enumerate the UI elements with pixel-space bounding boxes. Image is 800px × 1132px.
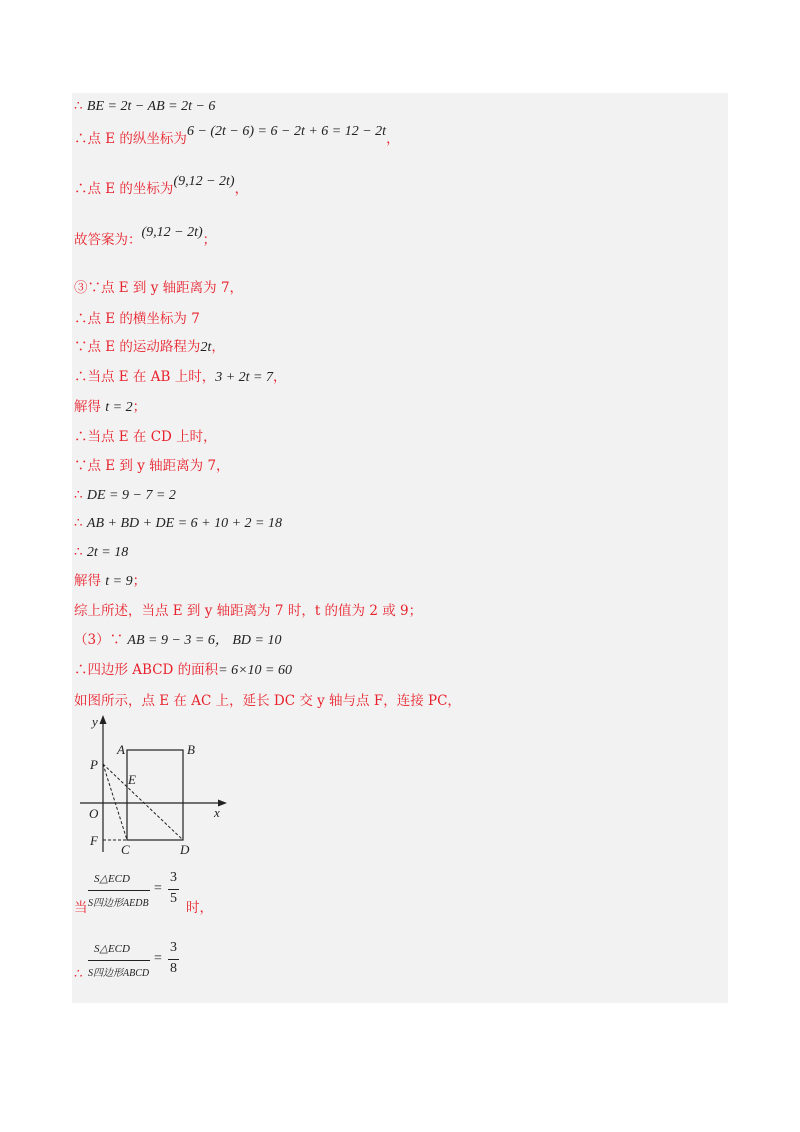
solution-line (74, 602, 422, 621)
line-text: ∴当点 E 在 CD 上时， (74, 429, 217, 445)
line-text: 解得 (74, 573, 106, 589)
line-math: 3 + 2t = 7 (215, 370, 273, 385)
line-text: ∴四边形 ABCD 的面积 (74, 662, 219, 678)
formula-1-ratio-bar (168, 889, 179, 890)
solution-line (74, 225, 217, 250)
formula-2-prefix: ∴ (74, 966, 83, 982)
line-math: 6 − (2t − 6) = 6 − 2t + 6 = 12 − 2t (186, 124, 387, 139)
line-math: = 6×10 = 60 (218, 663, 292, 678)
line-math: BE = 2t − AB = 2t − 6 (86, 99, 216, 114)
segment-pd (103, 764, 183, 840)
label-d: D (180, 842, 190, 857)
line-punct: ， (386, 131, 400, 147)
solution-line (74, 486, 176, 505)
formula-ratio-2 (74, 938, 274, 988)
line-text: （3）∵ (74, 632, 128, 648)
formula-1-ratio-num: 3 (170, 870, 177, 885)
line-math: (9,12 − 2t) (141, 225, 203, 240)
label-b: B (187, 742, 195, 757)
label-c: C (121, 842, 130, 857)
line-punct: ， (211, 339, 225, 355)
solution-line (74, 692, 461, 711)
label-f: F (90, 833, 98, 848)
solution-line (74, 631, 281, 650)
line-text: ∴点 E 的坐标为 (74, 181, 174, 197)
line-math: AB = 9 − 3 = 6， BD = 10 (127, 633, 282, 648)
formula-1-numerator: S△ECD (94, 873, 130, 885)
label-x: x (214, 805, 220, 820)
solution-line (74, 310, 200, 329)
line-text: ∴当点 E 在 AB 上时， (74, 369, 216, 385)
line-text: ∴点 E 的纵坐标为 (74, 131, 187, 147)
formula-2-denominator: S四边形ABCD (88, 968, 150, 979)
line-text: ③∵点 E 到 y 轴距离为 7， (74, 280, 244, 296)
label-y: y (92, 714, 98, 729)
formula-ratio-1 (74, 868, 274, 918)
formula-2-ratio-num: 3 (170, 940, 177, 955)
formula-1-suffix: 时， (186, 900, 213, 916)
line-math: DE = 9 − 7 = 2 (86, 488, 176, 503)
label-p: P (90, 757, 98, 772)
formula-2-numerator: S△ECD (94, 943, 130, 955)
line-math: AB + BD + DE = 6 + 10 + 2 = 18 (86, 516, 283, 531)
formula-1-bar (88, 890, 150, 891)
line-text: 如图所示，点 E 在 AC 上，延长 DC 交 y 轴与点 F，连接 PC， (74, 693, 461, 709)
formula-1-prefix: 当 (74, 900, 88, 916)
line-punct: ； (202, 232, 217, 248)
solution-line (74, 338, 225, 357)
solution-line (74, 124, 400, 149)
formula-2-bar (88, 960, 150, 961)
rectangle-abcd (127, 750, 183, 840)
geometry-figure (72, 712, 242, 857)
formula-1-equals: = (154, 881, 162, 896)
formula-1-ratio-den: 5 (170, 891, 177, 906)
solution-line (74, 97, 215, 116)
line-math: t = 9 (105, 574, 133, 589)
solution-line (74, 572, 146, 591)
line-text: ∵点 E 的运动路程为 (74, 339, 201, 355)
line-math: t = 2 (105, 400, 133, 415)
line-text: 综上所述，当点 E 到 y 轴距离为 7 时，t 的值为 2 或 9； (74, 603, 423, 619)
formula-2-ratio-den: 8 (170, 961, 177, 976)
line-math: (9,12 − 2t) (173, 174, 235, 189)
line-punct: ， (273, 369, 287, 385)
line-punct: ； (132, 399, 147, 415)
solution-line (74, 398, 146, 417)
label-o: O (89, 806, 99, 821)
line-text: ∴ (74, 544, 87, 560)
line-math: 2t = 18 (86, 545, 129, 560)
line-text: ∴ (74, 487, 87, 503)
formula-1-denominator: S四边形AEDB (88, 898, 149, 909)
line-text: ∴点 E 的横坐标为 7 (74, 311, 200, 327)
label-e: E (128, 772, 136, 787)
line-punct: ； (132, 573, 147, 589)
label-a: A (117, 742, 125, 757)
solution-line (74, 457, 230, 476)
solution-line (74, 174, 249, 199)
solution-line (74, 279, 243, 298)
solution-line (74, 543, 128, 562)
line-text: 解得 (74, 399, 106, 415)
line-text: 故答案为： (74, 232, 142, 248)
line-punct: ， (234, 181, 249, 197)
line-text: ∴ (74, 98, 87, 114)
line-text: ∵点 E 到 y 轴距离为 7， (74, 458, 230, 474)
solution-line (74, 428, 217, 447)
formula-2-ratio-bar (168, 959, 179, 960)
solution-line (74, 368, 287, 387)
solution-line (74, 514, 282, 533)
line-math: 2t (200, 340, 212, 355)
line-text: ∴ (74, 515, 87, 531)
y-axis-arrow (100, 715, 107, 724)
formula-2-equals: = (154, 951, 162, 966)
solution-line (74, 661, 292, 680)
